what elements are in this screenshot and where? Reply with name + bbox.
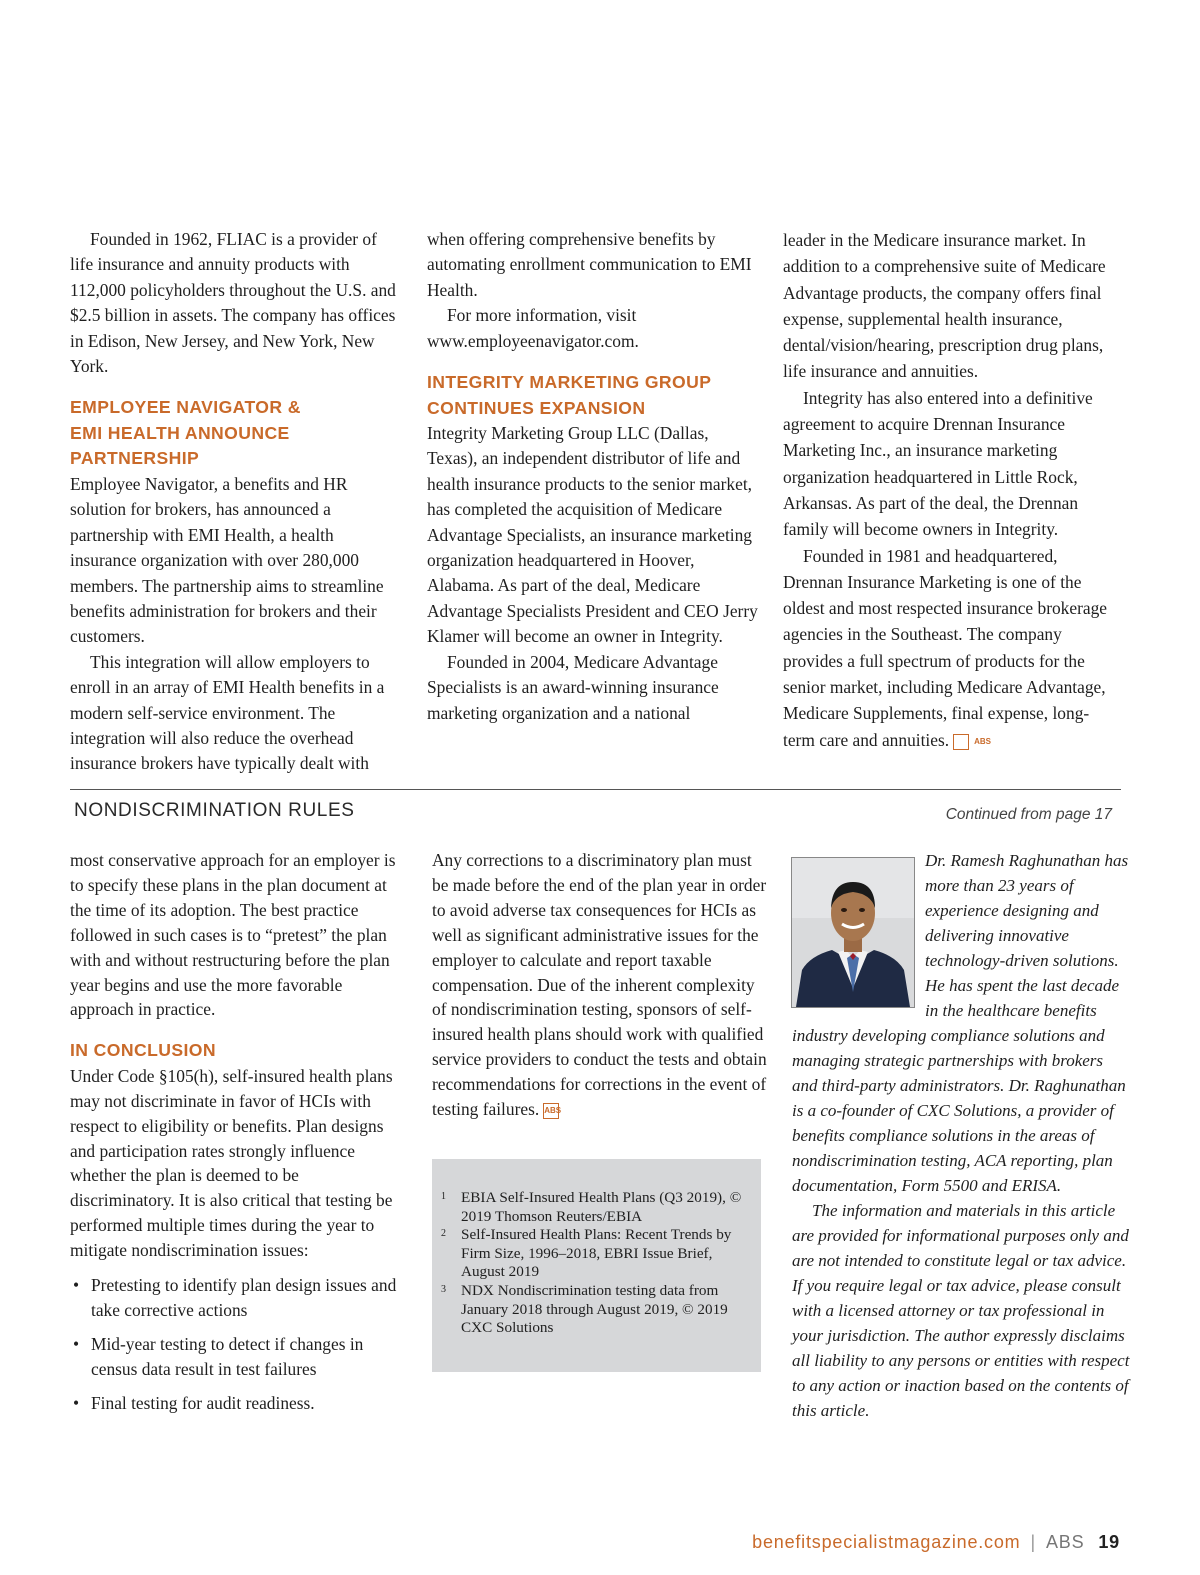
more-info-paragraph: For more information, visit www.employeenavigator.com. (427, 305, 639, 351)
list-item: • Pretesting to identify plan design issues and take corrective actions (70, 1273, 406, 1323)
medicare-advantage-paragraph: Founded in 2004, Medicare Advantage Specialists is an award-winning insurance marketing organization and a national (427, 651, 719, 723)
section-divider (70, 789, 1121, 790)
reference-item (441, 1226, 747, 1282)
drennan-agreement-paragraph: Integrity has also entered into a definitive agreement to acquire Drennan Insurance Marketing Inc., an insurance marketing organization headquartered in Little Rock, Arkansas. As part of the deal, the Drennan family will become owners in Integrity. (783, 387, 1093, 540)
list-item: • Mid-year testing to detect if changes in census data result in test failures (70, 1332, 406, 1382)
fliac-paragraph: Founded in 1962, FLIAC is a provider of life insurance and annuity products with 112,000 policyholders throughout the U.S. and $2.5 billion in assets. The company has offices in Edison, New Jersey, and New York, New York. (70, 229, 396, 377)
employee-navigator-heading (70, 395, 403, 472)
medicare-leader-paragraph: leader in the Medicare insurance market. In addition to a comprehensive suite of Medicare Advantage products, the company offers final expense, supplemental health insurance, dental/vision/hearing, prescription drug plans, life insurance and annuities. (783, 230, 1106, 382)
corrections-paragraph (432, 848, 768, 1122)
conservative-approach-paragraph: most conservative approach for an employer is to specify these plans in the plan document at the time of its adoption. The best practice followed in such cases is to “pretest” the plan with and without restructuring before the plan year begins and use the more favorable approach in practice. (70, 850, 396, 1020)
heading-line: PARTNERSHIP (70, 448, 200, 469)
publication-abbreviation: ABS (1045, 1532, 1085, 1552)
page-footer (752, 1532, 1120, 1553)
lower-column-2 (432, 848, 768, 1122)
upper-column-1 (70, 227, 403, 777)
drennan-founded-text: Founded in 1981 and headquartered, Drennan Insurance Marketing is one of the oldest and most respected insurance brokerage agencies in the Southeast. The company provides a full spectrum of products for the senior market, including Medicare Advantage, Medicare Supplements, final expense, long-term care and annuities. (783, 545, 1108, 750)
lower-column-1 (70, 848, 406, 1425)
reference-number: 1 (441, 1191, 446, 1202)
heading-line: CONTINUES EXPANSION (427, 397, 646, 418)
disclaimer-paragraph: The information and materials in this article are provided for informational purposes only and are not intended to constitute legal or tax advice. If you require legal or tax advice, please consult with a licensed attorney or tax professional in your jurisdiction. The author expressly disclaims all liability to any persons or entities with respect to any action or inaction based on the contents of this article. (792, 1201, 1130, 1420)
reference-number: 3 (441, 1283, 446, 1295)
author-bio (792, 848, 1132, 1423)
section-title: NONDISCRIMINATION RULES (74, 800, 355, 821)
conclusion-paragraph: Under Code §105(h), self-insured health plans may not discriminate in favor of HCIs with respect to eligibility or benefits. Plan designs and participation rates strongly influence whether the plan is deemed to be discriminatory. It is also critical that testing be performed multiple times during the year to mitigate nondiscrimination issues: (70, 1065, 393, 1261)
heading-line: INTEGRITY MARKETING GROUP (427, 372, 712, 393)
reference-text: NDX Nondiscrimination testing data from January 2018 through August 2019, © 2019 CXC Solutions (461, 1281, 728, 1337)
abs-endmark-icon: ABS (953, 734, 969, 750)
photo-spacer (792, 848, 925, 1012)
author-bio-paragraph (792, 848, 1132, 1198)
references-box (432, 1159, 761, 1372)
testing-bullet-list (70, 1273, 406, 1416)
integrity-paragraph: Integrity Marketing Group LLC (Dallas, Texas), an independent distributor of life and health insurance products to the senior market, has completed the acquisition of Medicare Advantage Specialists, an insurance marketing organization headquartered in Hoover, Alabama. As part of the deal, Medicare Advantage Specialists President and CEO Jerry Klamer will become an owner in Integrity. (427, 423, 758, 647)
drennan-founded-paragraph (783, 543, 1118, 753)
corrections-text: Any corrections to a discriminatory plan must be made before the end of the plan year in order to avoid adverse tax consequences for HCIs as well as significant administrative issues for the employer to calculate and report taxable compensation. Due of the inherent complexity of nondiscrimination testing, sponsors of self-insured health plans should work with qualified service providers to conduct the tests and obtain recommendations for corrections in the event of testing failures. (432, 850, 767, 1120)
footer-separator: | (1030, 1532, 1036, 1552)
employee-navigator-paragraph: Employee Navigator, a benefits and HR solution for brokers, has announced a partnership with EMI Health, a health insurance organization with over 280,000 members. The partnership aims to streamline benefits administration for brokers and their customers. (70, 473, 384, 647)
magazine-website: benefitspecialistmagazine.com (752, 1532, 1021, 1552)
integrity-heading (427, 370, 760, 421)
heading-line: EMPLOYEE NAVIGATOR & (70, 397, 301, 418)
page-number: 19 (1098, 1532, 1120, 1552)
reference-item (441, 1281, 747, 1338)
reference-text: Self-Insured Health Plans: Recent Trends by Firm Size, 1996–2018, EBRI Issue Brief, August 2019 (461, 1226, 732, 1281)
reference-number: 2 (441, 1228, 446, 1240)
conclusion-heading: IN CONCLUSION (70, 1040, 216, 1061)
continued-paragraph: when offering comprehensive benefits by automating enrollment communication to EMI Health. (427, 229, 752, 300)
references-list (432, 1159, 761, 1338)
author-bio-text: Dr. Ramesh Raghunathan has more than 23 years of experience designing and delivering innovative technology-driven solutions. He has spent the last decade in the healthcare benefits industry developing compliance solutions and managing strategic partnerships with brokers and third-party administrators. Dr. Raghunathan is a co-founder of CXC Solutions, a provider of benefits compliance solutions in the areas of nondiscrimination testing, ACA reporting, plan documentation, Form 5500 and ERISA. (792, 851, 1129, 1195)
heading-line: EMI HEALTH ANNOUNCE (70, 422, 290, 443)
upper-column-2 (427, 227, 760, 726)
reference-text: EBIA Self-Insured Health Plans (Q3 2019), © 2019 Thomson Reuters/EBIA (461, 1189, 742, 1225)
upper-column-3 (783, 227, 1118, 753)
abs-endmark-icon: ABS (543, 1103, 559, 1119)
list-item: • Final testing for audit readiness. (70, 1391, 406, 1416)
reference-item (441, 1189, 747, 1226)
integration-paragraph: This integration will allow employers to enroll in an array of EMI Health benefits in a modern self-service environment. The integration will also reduce the overhead insurance brokers have typically dealt with (70, 651, 385, 774)
continued-from-label: Continued from page 17 (945, 806, 1112, 823)
